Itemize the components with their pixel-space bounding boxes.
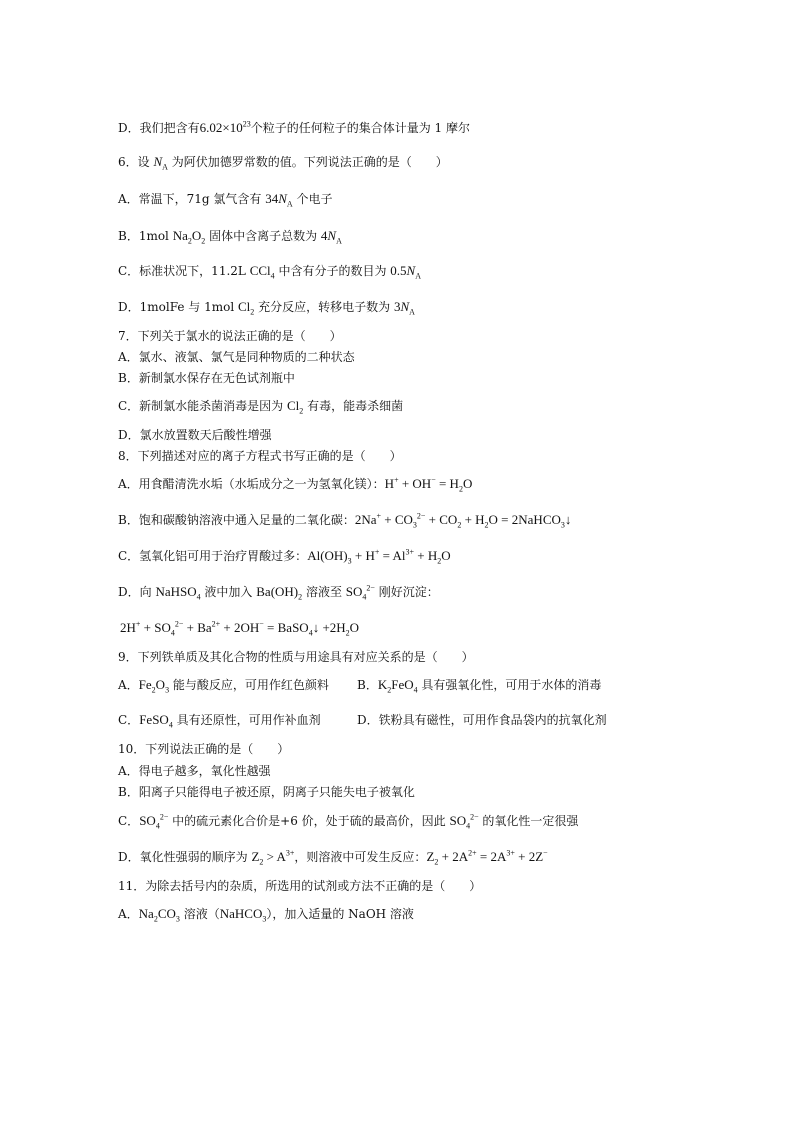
q7-option-a: A．氯水、液氯、氯气是同种物质的二种状态 bbox=[118, 350, 355, 364]
q8-option-b: B．饱和碳酸钠溶液中通入足量的二氧化碳：$2Na^+ + CO_3^{2-} + CO_2 + H_2O$ = 2NaHCO$_3$↓ bbox=[118, 511, 572, 530]
q10-option-c: C．$SO_4^{2-}$ 中的硫元素化合价是+6 价，处于硫的最高价，因此 $SO_4^{2-}$ 的氧化性一定很强 bbox=[118, 812, 579, 831]
q11-option-a: A．$Na_2CO_3$ 溶液（NaHCO$_3$），加入适量的 NaOH 溶液 bbox=[118, 906, 414, 924]
q10-option-b: B．阳离子只能得电子被还原，阴离子只能失电子被氧化 bbox=[118, 785, 415, 799]
q7-option-b: B．新制氯水保存在无色试剂瓶中 bbox=[118, 371, 295, 385]
q6-option-c: C．标准状况下，11.2L CCl$_4$ 中含有分子的数目为 $0.5N_A$ bbox=[118, 263, 421, 281]
q8-option-d: D．向 NaHSO$_4$ 液中加入 $Ba(OH)_2$ 溶液至 $SO_4^{2-}$ 刚好沉淀： bbox=[118, 583, 439, 602]
q7-option-d: D．氯水放置数天后酸性增强 bbox=[118, 428, 272, 442]
q8-option-c: C．氢氧化铝可用于治疗胃酸过多：$Al(OH)_3 + H^+ = Al^{3+} + H_2O$ bbox=[118, 547, 451, 566]
q10-option-a: A．得电子越多，氧化性越强 bbox=[118, 764, 271, 778]
q9-option-b: B．$K_2FeO_4$ 具有强氧化性，可用于水体的消毒 bbox=[357, 677, 602, 695]
q11-stem: 11．为除去括号内的杂质，所选用的试剂或方法不正确的是（ ） bbox=[118, 879, 482, 893]
q5-option-d: D．我们把含有$6.02\times 10^{23}$个粒子的任何粒子的集合体计量为 1 摩尔 bbox=[118, 119, 470, 135]
q8-stem: 8．下列描述对应的离子方程式书写正确的是（ ） bbox=[118, 449, 402, 463]
q9-option-c: C．FeSO$_4$ 具有还原性，可用作补血剂 bbox=[118, 712, 321, 730]
q9-stem: 9．下列铁单质及其化合物的性质与用途具有对应关系的是（ ） bbox=[118, 650, 474, 664]
q9-option-a: A．$Fe_2O_3$ 能与酸反应，可用作红色颜料 bbox=[118, 677, 329, 695]
q6-stem: 6．设 $N_A$ 为阿伏加德罗常数的值。下列说法正确的是（ ） bbox=[118, 154, 448, 172]
q8-option-a: A．用食醋清洗水垢（水垢成分之一为氢氧化镁）：$H^+ + OH^- = H_2O$ bbox=[118, 475, 473, 494]
q6-option-b: B．1mol $Na_2O_2$ 固体中含离子总数为 $4N_A$ bbox=[118, 228, 342, 246]
q9-option-d: D．铁粉具有磁性，可用作食品袋内的抗氧化剂 bbox=[357, 713, 607, 727]
q7-stem: 7．下列关于氯水的说法正确的是（ ） bbox=[118, 329, 342, 343]
q6-option-a: A．常温下，71g 氯气含有 $34N_A$ 个电子 bbox=[118, 191, 333, 209]
q8-option-d-equation: $2H^+ + SO_4^{2-} + Ba^{2+} + 2OH^-$ = BaSO$_4$↓ $+2H_2O$ bbox=[120, 619, 360, 638]
q10-stem: 10．下列说法正确的是（ ） bbox=[118, 742, 290, 756]
q6-option-d: D．1molFe 与 1mol $Cl_2$ 充分反应，转移电子数为 $3N_A$ bbox=[118, 299, 415, 317]
q10-option-d: D．氧化性强弱的顺序为 $Z_2 > A^{3+}$，则溶液中可发生反应：$Z_2 + 2A^{2+} = 2A^{3+} + 2Z^-$ bbox=[118, 848, 548, 867]
q7-option-c: C．新制氯水能杀菌消毒是因为 $Cl_2$ 有毒，能毒杀细菌 bbox=[118, 398, 404, 416]
